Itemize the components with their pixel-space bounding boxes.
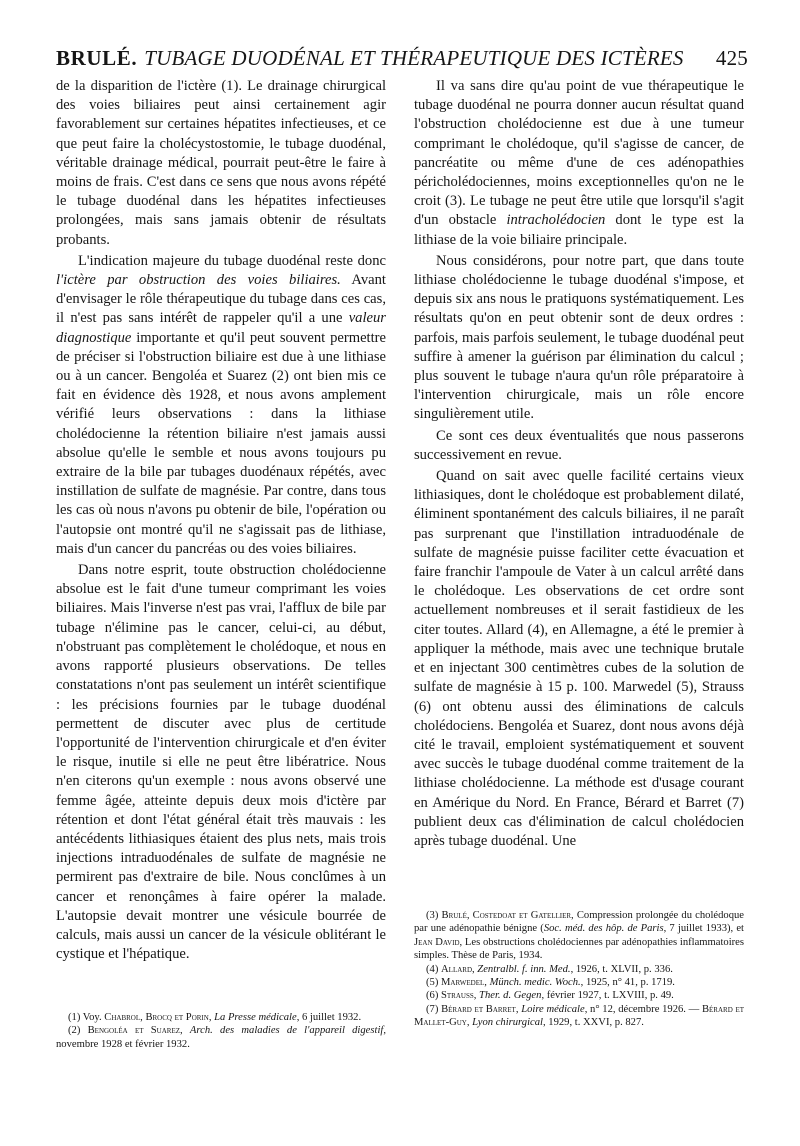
footnotes-right xyxy=(414,909,744,1030)
text-run: , xyxy=(484,977,490,989)
text-run: Avant d'envisager le rôle thérapeutique du tubage dans ces cas, il n'est pas sans intérêt de rappeler qu'il a une xyxy=(56,272,386,327)
right-column xyxy=(414,77,745,1029)
footnote-number: (7) xyxy=(426,1003,442,1015)
footnote-journal: Ther. d. Gegen xyxy=(479,990,542,1002)
text-run: , 1925, n° 41, p. 1719. xyxy=(580,977,675,989)
footnote xyxy=(414,1003,744,1030)
running-header-title: TUBAGE DUODÉNAL ET THÉRAPEUTIQUE DES ICTÈRES xyxy=(144,46,684,70)
running-header-author: BRULÉ. xyxy=(56,46,138,70)
running-header xyxy=(56,44,748,72)
footnote-journal: Soc. méd. des hôp. de Paris xyxy=(543,923,664,935)
footnote-number: (6) xyxy=(426,990,442,1002)
text-run: , novembre 1928 et février 1932. xyxy=(56,1025,386,1050)
text-run: , xyxy=(515,1003,522,1015)
emphasis: l'ictère par obstruction des voies biliaires. xyxy=(56,272,341,289)
paragraph: Nous considérons, pour notre part, que dans toute lithiase cholédocienne le tubage duodénal s'impose, et depuis six ans nous le pratiquons systématiquement. Les résultats qu'on en peut obtenir sont de deux ordres : parfois, mais parfois seulement, le tubage duodénal peut suffire à amener la guérison par élimination du calcul ; plus souvent le tubage n'aura qu'un rôle préparatoire à l'intervention chirurgicale, mais un rôle encore singulièrement utile. xyxy=(414,252,744,423)
footnote-authors: Chabrol, Brocq et Porin xyxy=(104,1012,209,1023)
footnote-authors: Jean David xyxy=(414,936,460,948)
text-run: , 7 juillet 1933), et xyxy=(663,923,744,935)
emphasis: intracholédocien xyxy=(506,212,606,229)
paragraph xyxy=(414,77,744,250)
footnote-journal: Loire médicale xyxy=(521,1003,585,1015)
footnote-authors: Bérard et Barret xyxy=(441,1003,516,1015)
footnote xyxy=(56,1024,386,1051)
footnote xyxy=(414,909,744,963)
text-run: , n° 12, décembre 1926. — xyxy=(584,1003,702,1015)
text-run: , février 1927, t. LXVIII, p. 49. xyxy=(541,990,674,1002)
footnote-journal: Zentralbl. f. inn. Med. xyxy=(477,963,571,975)
footnote-authors: Marwedel xyxy=(441,977,485,989)
footnote xyxy=(414,976,744,989)
footnote-journal: Arch. des maladies de l'appareil digestif xyxy=(189,1025,384,1037)
page-number: 425 xyxy=(715,46,748,70)
footnotes-left xyxy=(56,1011,386,1051)
text-run: , xyxy=(180,1025,190,1037)
footnote-authors: Strauss xyxy=(441,990,474,1002)
text-run: importante et qu'il peut souvent permettre de préciser si l'obstruction biliaire est due à une lithiase ou à un cancer. Bengoléa et Suarez (2) ont bien mis ce fait en évidence dès 1928, et nous avons amplement vérifié leurs observations : dans la lithiase cholédocienne la rétention biliaire n'est jamais aussi absolue qu'elle le semble et nous avons toujours pu extraire de la bile par tubages duodénaux répétés, avec instillation de sulfate de magnésie. Par contre, dans tous les cas où nous n'avons pu obtenir de bile, l'opération ou l'autopsie ont montré qu'il ne s'agissait pas de lithiase, mais d'un cancer du pancréas ou des voies biliaires. xyxy=(56,329,386,557)
text-run: , xyxy=(473,990,480,1002)
text-run: , 1926, t. XLVII, p. 336. xyxy=(570,963,673,975)
text-run: , 6 juillet 1932. xyxy=(296,1012,362,1023)
footnote xyxy=(56,1011,386,1024)
footnote-number: (2) xyxy=(68,1025,88,1037)
footnote-number: (1) Voy. xyxy=(68,1012,105,1023)
footnote-authors: Allard xyxy=(441,963,472,975)
right-column-text xyxy=(414,77,744,851)
footnote xyxy=(414,963,744,976)
footnote-authors: Bérard et Mallet-Guy xyxy=(414,1003,744,1029)
text-run: Il va sans dire qu'au point de vue thérapeutique le tubage duodénal ne pourra donner aucun résultat quand l'obstruction cholédocienne est due à une tumeur comprimant le cholédoque, qu'il s'agisse de cancer, de pancréatite ou même d'une de ces adénopathies péricholédociennes, moins exceptionnelles qu'on ne le croit (3). Le tubage ne peut être utile que lorsqu'il s'agit d'un obstacle xyxy=(414,78,744,229)
left-column xyxy=(56,77,386,1050)
text-run: L'indication majeure du tubage duodénal reste donc xyxy=(78,252,386,269)
text-run: dont le type est la lithiase de la voie biliaire principale. xyxy=(414,212,744,248)
text-run: , xyxy=(208,1012,215,1023)
footnote-authors: Bengoléa et Suarez xyxy=(87,1025,181,1037)
text-run: , Compression prolongée du cholédoque par une adénopathie bénigne ( xyxy=(414,910,744,935)
text-run: , 1929, t. XXVI, p. 827. xyxy=(542,1017,644,1029)
paragraph xyxy=(56,252,386,559)
footnote-number: (5) xyxy=(426,977,442,989)
footnote-journal: La Presse médicale xyxy=(214,1012,297,1023)
footnote-number: (4) xyxy=(426,963,442,975)
text-run: , xyxy=(466,1017,473,1029)
footnote-journal: Lyon chirurgical xyxy=(472,1017,543,1029)
footnote xyxy=(414,989,744,1002)
paragraph: Quand on sait avec quelle facilité certains vieux lithiasiques, dont le cholédoque est probablement dilaté, éliminent spontanément des calculs biliaires, il ne paraît pas surprenant que l'instillation intraduodénale de sulfate de magnésie puisse faciliter cette évacuation et faire franchir l'ampoule de Vater à un calcul arrêté dans le cholédoque. Les observations de cet ordre sont actuellement nombreuses et il serait fastidieux de les citer toutes. Allard (4), en Allemagne, a été le premier à appliquer la méthode, mais avec une technique brutale et en injectant 300 centimètres cubes de la solution de sulfate de magnésie à 15 p. 100. Marwedel (5), Strauss (6) ont obtenu aussi des éliminations de calculs cholédociens. Bengoléa et Suarez, dont nous avons déjà cité le travail, emploient systématiquement et souvent avec succès le tubage duodénal comme traitement de la lithiase cholédocienne. La méthode est d'usage courant en Amérique du Nord. En France, Bérard et Barret (7) publient deux cas d'élimination de calcul cholédocien après tubage duodénal. Une xyxy=(414,468,744,849)
footnote-number: (3) xyxy=(426,910,442,921)
emphasis: valeur diagnostique xyxy=(56,310,386,346)
footnote-journal: Münch. medic. Woch. xyxy=(489,977,581,989)
paragraph: de la disparition de l'ictère (1). Le drainage chirurgical des voies biliaires peut ainsi certainement agir favorablement sur certaines hépatites infectieuses, et ce que peut faire la cholécystostomie, le tubage duodénal, véritable drainage médical, pourrait peut-être le faire à moins de frais. C'est dans ce sens que nous avons répété le tubage duodénal dans les hépatites infectieuses prolongées, mais sans jamais obtenir de résultats probants. xyxy=(56,78,386,248)
text-run: , xyxy=(472,963,478,975)
left-column-text xyxy=(56,77,386,964)
footnote-authors: Brulé, Costedoat et Gatellier xyxy=(441,910,572,921)
paragraph: Ce sont ces deux éventualités que nous passerons successivement en revue. xyxy=(414,427,744,463)
paragraph: Dans notre esprit, toute obstruction cholédocienne absolue est le fait d'une tumeur comprimant les voies biliaires. Mais l'inverse n'est pas vrai, l'afflux de bile par tubage n'élimine pas le cancer, celui-ci, au début, n'obstruant pas complètement le cholédoque, et nous en avons rapporté plusieurs observations. De telles constatations n'ont pas seulement un intérêt scientifique : les précisions fournies par le tubage duodénal permettent de discuter avec plus de certitude l'opportunité de l'intervention chirurgicale et d'en éviter le risque, inutile si elle ne peut être libératrice. Nous n'en citerons qu'un exemple : nous avons observé une femme âgée, atteinte depuis deux mois d'ictère par rétention et dont l'état général était très mauvais : les antécédents lithiasiques étaient des plus nets, mais trois injections intraduodénales de sulfate de magnésie ne permirent pas d'extraire de bile. Nous conclûmes à un cancer et renonçâmes à faire opérer la malade. L'autopsie devait montrer une vésicule bourrée de calculs, mais aussi un cancer de la vésicule oblitérant le cystique et l'hépatique. xyxy=(56,562,386,963)
text-run: , Les obstructions cholédociennes par adénopathies inflammatoires simples. Thèse de Paris, 1934. xyxy=(414,936,745,962)
